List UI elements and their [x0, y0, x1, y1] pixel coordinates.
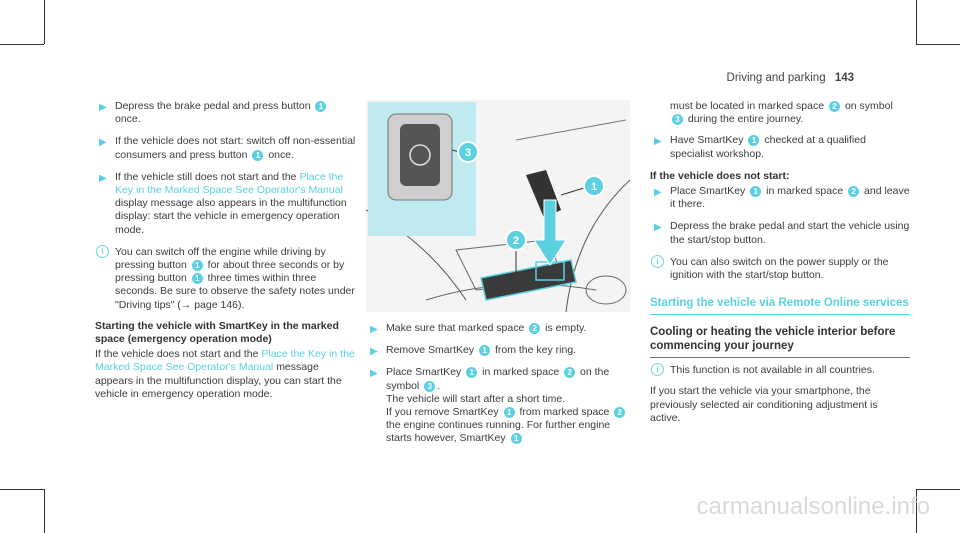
callout-2-label: 2 — [512, 235, 520, 247]
info-note: i You can switch off the engine while driving by pressing button 1 for about three seconds or by pressing button 1 three times within three seconds. Be sure to observe the safety notes under "Driving tips" (→ page 146). — [95, 246, 357, 312]
step-bullet: ▶ Place SmartKey 1 in marked space 2 on the symbol 3 . The vehicle will start after a short time. If you remove SmartKey 1 from marked space 2 the engine continues running. For further engine starts however, SmartKey 1 — [366, 366, 636, 445]
column-middle — [366, 322, 636, 455]
marker-1: 1 — [750, 186, 761, 197]
smartkey-illustration — [366, 100, 630, 312]
crop-mark — [916, 0, 917, 44]
crop-mark — [0, 44, 44, 45]
crop-mark — [44, 0, 45, 44]
marker-1: 1 — [315, 101, 326, 112]
callout-1-label: 1 — [590, 181, 598, 193]
marker-1: 1 — [192, 260, 203, 271]
crop-mark — [44, 489, 45, 533]
marker-1: 1 — [511, 433, 522, 444]
marker-3: 3 — [672, 114, 683, 125]
bullet-arrow-icon: ▶ — [654, 136, 662, 148]
crop-mark — [916, 489, 960, 490]
step-bullet: ▶ Have SmartKey 1 checked at a qualified specialist workshop. — [654, 134, 866, 160]
step-bullet: ▶ Depress the brake pedal and press button 1 once. — [95, 100, 357, 126]
section-title: Driving and parking — [726, 72, 826, 84]
info-icon: i — [651, 363, 664, 376]
marker-2: 2 — [529, 323, 540, 334]
step-bullet: ▶ Make sure that marked space 2 is empty. — [370, 322, 587, 335]
step-bullet: ▶ Depress the brake pedal and start the vehicle using the start/stop button. — [654, 220, 910, 246]
info-icon: i — [651, 255, 664, 268]
marker-1: 1 — [479, 345, 490, 356]
crop-mark — [916, 44, 960, 45]
page-number: 143 — [834, 72, 854, 84]
marker-1: 1 — [466, 367, 477, 378]
column-right — [650, 100, 910, 433]
watermark: carmanualsonline.info — [696, 493, 930, 520]
bullet-arrow-icon: ▶ — [370, 324, 378, 335]
crop-mark — [0, 489, 44, 490]
bullet-arrow-icon: ▶ — [99, 102, 107, 113]
marker-2: 2 — [848, 186, 859, 197]
bullet-arrow-icon: ▶ — [99, 172, 107, 184]
marker-1: 1 — [252, 150, 263, 161]
marker-2: 2 — [829, 101, 840, 112]
step-bullet: ▶ Place SmartKey 1 in marked space 2 and leave it there. — [654, 185, 910, 211]
paragraph: If you start the vehicle via your smartphone, the previously selected air conditioning adjustment is active. — [650, 385, 878, 424]
marker-2: 2 — [614, 407, 625, 418]
marker-3: 3 — [424, 381, 435, 392]
key-slot-symbol — [400, 124, 440, 186]
display-message-link[interactable]: Place the Key in the Marked Space See Operator's Manual — [95, 348, 355, 374]
marker-2: 2 — [564, 367, 575, 378]
page-header — [727, 72, 854, 84]
section-heading-cooling: Cooling or heating the vehicle interior before commencing your journey — [650, 325, 910, 358]
marker-1: 1 — [748, 135, 759, 146]
bullet-arrow-icon: ▶ — [370, 346, 378, 358]
column-left — [95, 100, 357, 409]
info-note: i You can also switch on the power supply or the ignition with the start/stop button. — [650, 256, 910, 282]
bullet-arrow-icon: ▶ — [99, 137, 107, 149]
bullet-arrow-icon: ▶ — [370, 368, 378, 380]
marker-1: 1 — [504, 407, 515, 418]
subheading: Starting the vehicle with SmartKey in the marked space (emergency operation mode) — [95, 319, 339, 346]
paragraph: If the vehicle does not start and the Place the Key in the Marked Space See Operator's Manual message appears in the multifunction display, you can start the vehicle in emergency operation mode. — [95, 348, 355, 400]
step-bullet: ▶ If the vehicle does not start: switch off non-essential consumers and press button 1 once. — [99, 135, 356, 161]
bullet-arrow-icon: ▶ — [654, 187, 662, 199]
display-message-link[interactable]: Place the Key in the Marked Space See Operator's Manual — [115, 170, 344, 197]
section-heading-remote: Starting the vehicle via Remote Online services — [650, 296, 910, 315]
subheading: If the vehicle does not start: — [650, 169, 790, 182]
bullet-arrow-icon: ▶ — [654, 222, 662, 234]
info-note: i This function is not available in all countries. — [650, 364, 910, 377]
step-bullet: ▶ Remove SmartKey 1 from the key ring. — [370, 344, 577, 358]
marker-1: 1 — [192, 273, 203, 284]
info-icon: i — [96, 245, 109, 258]
step-bullet: ▶ If the vehicle still does not start and the Place the Key in the Marked Space See Operator's Manual display message also appears in the multifunction display: start the vehicle in emergency operation mode. — [99, 170, 347, 236]
continued-text: must be located in marked space 2 on symbol 3 during the entire journey. — [670, 100, 893, 126]
callout-3-label: 3 — [464, 147, 472, 159]
